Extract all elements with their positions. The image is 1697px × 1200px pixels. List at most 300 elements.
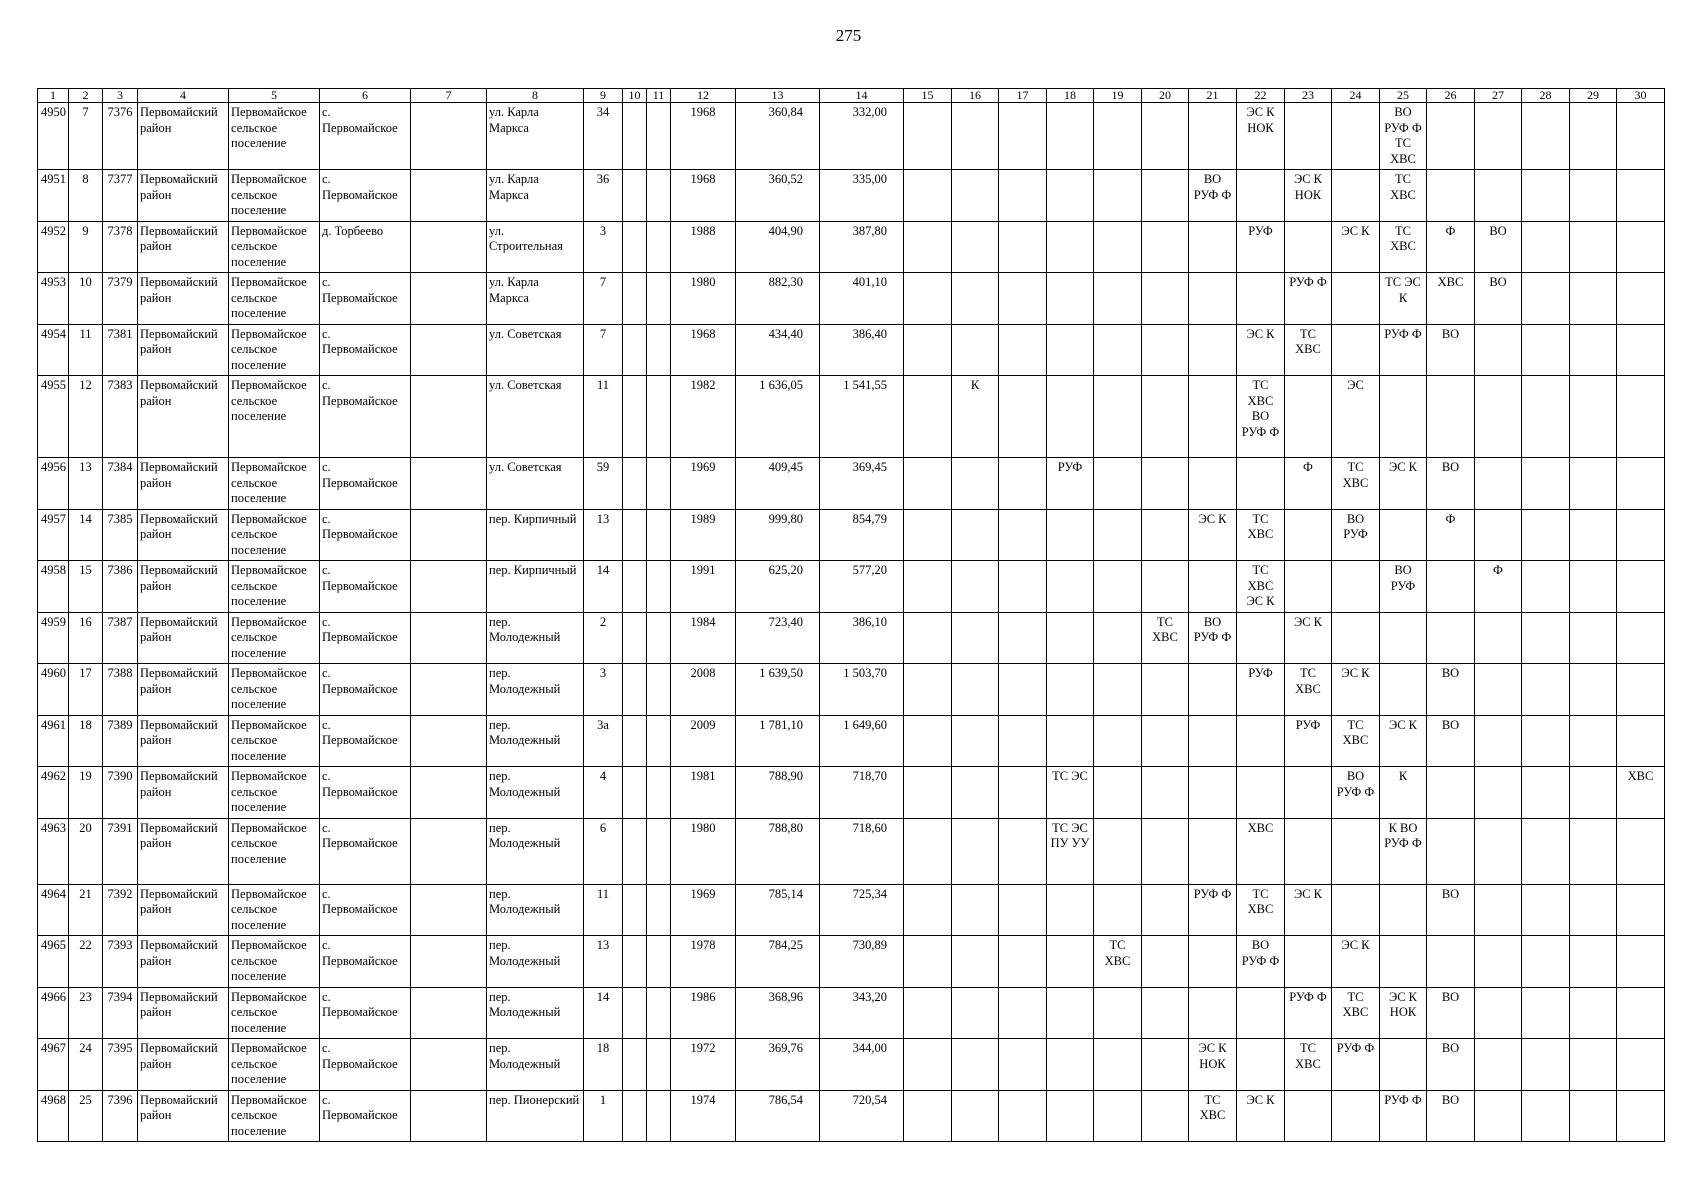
table-row <box>38 936 1665 988</box>
table-cell-col-17 <box>999 1090 1047 1142</box>
table-cell-col-11 <box>647 221 671 273</box>
table-cell-col-7 <box>411 1090 487 1142</box>
table-cell-col-21: ТС ХВС <box>1189 1090 1237 1142</box>
table-cell-col-27 <box>1475 509 1522 561</box>
table-cell-col-20 <box>1142 458 1189 510</box>
table-cell-col-7 <box>411 458 487 510</box>
table-cell-col-19 <box>1094 509 1142 561</box>
table-cell-col-30 <box>1617 458 1665 510</box>
table-cell-col-19 <box>1094 1090 1142 1142</box>
table-cell-col-13: 409,45 <box>736 458 820 510</box>
table-cell-col-10 <box>623 221 647 273</box>
table-cell-col-23 <box>1285 509 1332 561</box>
table-cell-col-6: с. Первомайское <box>320 884 411 936</box>
table-cell-col-19 <box>1094 458 1142 510</box>
table-cell-col-28 <box>1522 376 1570 458</box>
table-cell-col-6: с. Первомайское <box>320 715 411 767</box>
table-cell-col-10 <box>623 884 647 936</box>
table-cell-col-24 <box>1332 818 1380 884</box>
table-cell-col-4: Первомайский район <box>138 1090 229 1142</box>
column-header-28: 28 <box>1522 89 1570 103</box>
table-cell-col-3: 7385 <box>103 509 138 561</box>
table-cell-col-6: с. Первомайское <box>320 818 411 884</box>
table-row <box>38 612 1665 664</box>
table-cell-col-13: 723,40 <box>736 612 820 664</box>
table-cell-col-30 <box>1617 884 1665 936</box>
table-cell-col-16 <box>952 273 999 325</box>
table-cell-col-8: пер. Пионерский <box>487 1090 584 1142</box>
table-cell-col-3: 7389 <box>103 715 138 767</box>
table-cell-col-2: 14 <box>69 509 103 561</box>
table-cell-col-4: Первомайский район <box>138 458 229 510</box>
table-cell-col-25: К ВО РУФ Ф <box>1380 818 1427 884</box>
table-cell-col-19 <box>1094 221 1142 273</box>
table-cell-col-29 <box>1570 458 1617 510</box>
column-header-17: 17 <box>999 89 1047 103</box>
column-header-22: 22 <box>1237 89 1285 103</box>
table-cell-col-16 <box>952 1039 999 1091</box>
table-cell-col-17 <box>999 458 1047 510</box>
table-cell-col-30 <box>1617 715 1665 767</box>
table-cell-col-1: 4960 <box>38 664 69 716</box>
table-cell-col-2: 18 <box>69 715 103 767</box>
table-cell-col-19 <box>1094 884 1142 936</box>
table-cell-col-9: 3 <box>584 221 623 273</box>
table-cell-col-7 <box>411 664 487 716</box>
table-cell-col-9: 18 <box>584 1039 623 1091</box>
column-number-header-row <box>38 89 1665 103</box>
table-cell-col-10 <box>623 458 647 510</box>
table-cell-col-22 <box>1237 458 1285 510</box>
table-cell-col-19 <box>1094 767 1142 819</box>
table-cell-col-11 <box>647 884 671 936</box>
table-cell-col-20 <box>1142 987 1189 1039</box>
table-cell-col-2: 19 <box>69 767 103 819</box>
table-cell-col-2: 15 <box>69 561 103 613</box>
table-cell-col-29 <box>1570 936 1617 988</box>
table-cell-col-7 <box>411 936 487 988</box>
table-cell-col-30 <box>1617 273 1665 325</box>
column-header-20: 20 <box>1142 89 1189 103</box>
column-header-4: 4 <box>138 89 229 103</box>
table-cell-col-4: Первомайский район <box>138 884 229 936</box>
table-cell-col-14: 387,80 <box>820 221 904 273</box>
table-cell-col-21: ВО РУФ Ф <box>1189 612 1237 664</box>
table-cell-col-15 <box>904 987 952 1039</box>
table-cell-col-29 <box>1570 715 1617 767</box>
table-cell-col-21 <box>1189 664 1237 716</box>
table-cell-col-22: ТС ХВС <box>1237 884 1285 936</box>
table-cell-col-18 <box>1047 1090 1094 1142</box>
table-cell-col-3: 7391 <box>103 818 138 884</box>
table-cell-col-20 <box>1142 884 1189 936</box>
column-header-26: 26 <box>1427 89 1475 103</box>
table-cell-col-25: ТС ЭС К <box>1380 273 1427 325</box>
table-cell-col-17 <box>999 324 1047 376</box>
table-cell-col-27 <box>1475 884 1522 936</box>
table-cell-col-5: Первомайское сельское поселение <box>229 376 320 458</box>
table-cell-col-22 <box>1237 170 1285 222</box>
table-cell-col-5: Первомайское сельское поселение <box>229 664 320 716</box>
table-cell-col-26: ВО <box>1427 324 1475 376</box>
table-cell-col-12: 1972 <box>671 1039 736 1091</box>
table-cell-col-25 <box>1380 884 1427 936</box>
table-cell-col-4: Первомайский район <box>138 936 229 988</box>
table-cell-col-11 <box>647 509 671 561</box>
table-row <box>38 324 1665 376</box>
table-cell-col-18 <box>1047 170 1094 222</box>
column-header-27: 27 <box>1475 89 1522 103</box>
table-cell-col-26: ВО <box>1427 715 1475 767</box>
table-cell-col-7 <box>411 509 487 561</box>
table-cell-col-11 <box>647 458 671 510</box>
table-cell-col-4: Первомайский район <box>138 509 229 561</box>
table-cell-col-12: 1978 <box>671 936 736 988</box>
table-cell-col-16 <box>952 221 999 273</box>
table-cell-col-17 <box>999 103 1047 170</box>
table-cell-col-5: Первомайское сельское поселение <box>229 987 320 1039</box>
table-cell-col-23: ЭС К <box>1285 612 1332 664</box>
table-cell-col-15 <box>904 818 952 884</box>
table-cell-col-21 <box>1189 715 1237 767</box>
table-cell-col-5: Первомайское сельское поселение <box>229 1039 320 1091</box>
table-cell-col-26: ВО <box>1427 664 1475 716</box>
table-cell-col-28 <box>1522 509 1570 561</box>
table-cell-col-21 <box>1189 767 1237 819</box>
table-cell-col-17 <box>999 715 1047 767</box>
table-cell-col-19 <box>1094 103 1142 170</box>
table-cell-col-4: Первомайский район <box>138 170 229 222</box>
table-cell-col-18 <box>1047 1039 1094 1091</box>
table-cell-col-10 <box>623 1090 647 1142</box>
table-cell-col-23: РУФ <box>1285 715 1332 767</box>
table-cell-col-16 <box>952 170 999 222</box>
table-cell-col-20 <box>1142 561 1189 613</box>
table-cell-col-27 <box>1475 1090 1522 1142</box>
table-cell-col-10 <box>623 273 647 325</box>
table-cell-col-30: ХВС <box>1617 767 1665 819</box>
table-cell-col-4: Первомайский район <box>138 1039 229 1091</box>
table-cell-col-18 <box>1047 376 1094 458</box>
table-cell-col-26: Ф <box>1427 509 1475 561</box>
table-cell-col-1: 4968 <box>38 1090 69 1142</box>
table-cell-col-11 <box>647 324 671 376</box>
table-cell-col-13: 1 639,50 <box>736 664 820 716</box>
table-cell-col-17 <box>999 818 1047 884</box>
table-cell-col-7 <box>411 221 487 273</box>
table-cell-col-12: 1968 <box>671 103 736 170</box>
table-cell-col-27 <box>1475 376 1522 458</box>
table-cell-col-8: пер. Молодежный <box>487 612 584 664</box>
table-cell-col-8: ул. Карла Маркса <box>487 103 584 170</box>
table-cell-col-17 <box>999 1039 1047 1091</box>
table-cell-col-20 <box>1142 273 1189 325</box>
table-cell-col-21: ЭС К НОК <box>1189 1039 1237 1091</box>
table-cell-col-22 <box>1237 715 1285 767</box>
table-cell-col-22: ТС ХВС ВО РУФ Ф <box>1237 376 1285 458</box>
table-cell-col-14: 332,00 <box>820 103 904 170</box>
table-cell-col-8: ул. Советская <box>487 458 584 510</box>
table-cell-col-16 <box>952 561 999 613</box>
table-cell-col-12: 1988 <box>671 221 736 273</box>
table-row <box>38 561 1665 613</box>
table-cell-col-22: ЭС К <box>1237 324 1285 376</box>
table-cell-col-16 <box>952 818 999 884</box>
table-cell-col-11 <box>647 987 671 1039</box>
table-cell-col-5: Первомайское сельское поселение <box>229 221 320 273</box>
table-cell-col-4: Первомайский район <box>138 273 229 325</box>
table-cell-col-15 <box>904 103 952 170</box>
table-cell-col-6: с. Первомайское <box>320 987 411 1039</box>
table-cell-col-30 <box>1617 103 1665 170</box>
table-cell-col-18: ТС ЭС <box>1047 767 1094 819</box>
table-cell-col-20 <box>1142 376 1189 458</box>
table-cell-col-14: 730,89 <box>820 936 904 988</box>
table-cell-col-9: 2 <box>584 612 623 664</box>
table-cell-col-30 <box>1617 1039 1665 1091</box>
table-cell-col-2: 13 <box>69 458 103 510</box>
table-cell-col-13: 784,25 <box>736 936 820 988</box>
table-cell-col-18 <box>1047 612 1094 664</box>
table-cell-col-15 <box>904 561 952 613</box>
table-cell-col-18 <box>1047 884 1094 936</box>
table-cell-col-15 <box>904 612 952 664</box>
table-cell-col-24 <box>1332 561 1380 613</box>
table-cell-col-4: Первомайский район <box>138 561 229 613</box>
table-cell-col-30 <box>1617 664 1665 716</box>
table-cell-col-25 <box>1380 509 1427 561</box>
table-cell-col-30 <box>1617 818 1665 884</box>
table-cell-col-24 <box>1332 273 1380 325</box>
table-cell-col-28 <box>1522 103 1570 170</box>
table-cell-col-24: ТС ХВС <box>1332 987 1380 1039</box>
table-cell-col-23: РУФ Ф <box>1285 987 1332 1039</box>
table-cell-col-10 <box>623 170 647 222</box>
table-cell-col-16 <box>952 767 999 819</box>
table-body <box>38 103 1665 1142</box>
table-cell-col-27: ВО <box>1475 221 1522 273</box>
table-cell-col-18 <box>1047 936 1094 988</box>
table-cell-col-14: 718,60 <box>820 818 904 884</box>
table-cell-col-13: 785,14 <box>736 884 820 936</box>
table-cell-col-1: 4967 <box>38 1039 69 1091</box>
table-row <box>38 170 1665 222</box>
page-number: 275 <box>835 26 862 45</box>
column-header-15: 15 <box>904 89 952 103</box>
table-cell-col-6: с. Первомайское <box>320 664 411 716</box>
table-cell-col-4: Первомайский район <box>138 818 229 884</box>
table-cell-col-6: с. Первомайское <box>320 170 411 222</box>
table-cell-col-16 <box>952 324 999 376</box>
table-cell-col-7 <box>411 612 487 664</box>
table-cell-col-5: Первомайское сельское поселение <box>229 715 320 767</box>
table-cell-col-25: ТС ХВС <box>1380 170 1427 222</box>
table-cell-col-12: 1981 <box>671 767 736 819</box>
table-cell-col-20 <box>1142 221 1189 273</box>
table-cell-col-14: 401,10 <box>820 273 904 325</box>
table-cell-col-26 <box>1427 612 1475 664</box>
table-cell-col-3: 7376 <box>103 103 138 170</box>
table-cell-col-2: 9 <box>69 221 103 273</box>
table-cell-col-18 <box>1047 221 1094 273</box>
table-cell-col-1: 4950 <box>38 103 69 170</box>
table-cell-col-19 <box>1094 612 1142 664</box>
table-cell-col-10 <box>623 103 647 170</box>
table-row <box>38 987 1665 1039</box>
table-cell-col-11 <box>647 376 671 458</box>
table-cell-col-22 <box>1237 1039 1285 1091</box>
column-header-9: 9 <box>584 89 623 103</box>
table-cell-col-24 <box>1332 170 1380 222</box>
table-cell-col-14: 369,45 <box>820 458 904 510</box>
table-cell-col-11 <box>647 715 671 767</box>
table-cell-col-26 <box>1427 170 1475 222</box>
table-cell-col-13: 1 636,05 <box>736 376 820 458</box>
table-cell-col-30 <box>1617 221 1665 273</box>
table-cell-col-15 <box>904 324 952 376</box>
table-row <box>38 273 1665 325</box>
column-header-12: 12 <box>671 89 736 103</box>
table-cell-col-1: 4964 <box>38 884 69 936</box>
table-cell-col-26: ВО <box>1427 884 1475 936</box>
table-row <box>38 715 1665 767</box>
table-cell-col-29 <box>1570 1039 1617 1091</box>
table-cell-col-27 <box>1475 324 1522 376</box>
table-cell-col-3: 7377 <box>103 170 138 222</box>
table-cell-col-15 <box>904 376 952 458</box>
table-cell-col-18 <box>1047 715 1094 767</box>
table-cell-col-15 <box>904 884 952 936</box>
column-header-6: 6 <box>320 89 411 103</box>
table-cell-col-29 <box>1570 612 1617 664</box>
table-cell-col-2: 21 <box>69 884 103 936</box>
table-cell-col-23 <box>1285 561 1332 613</box>
table-cell-col-1: 4963 <box>38 818 69 884</box>
table-cell-col-24: ЭС К <box>1332 221 1380 273</box>
table-cell-col-28 <box>1522 884 1570 936</box>
table-cell-col-24: ВО РУФ <box>1332 509 1380 561</box>
table-cell-col-25: РУФ Ф <box>1380 324 1427 376</box>
table-cell-col-15 <box>904 664 952 716</box>
table-cell-col-25: К <box>1380 767 1427 819</box>
table-cell-col-8: пер. Молодежный <box>487 884 584 936</box>
table-cell-col-21 <box>1189 987 1237 1039</box>
table-cell-col-12: 1968 <box>671 170 736 222</box>
column-header-7: 7 <box>411 89 487 103</box>
table-cell-col-2: 7 <box>69 103 103 170</box>
table-cell-col-16 <box>952 103 999 170</box>
column-header-11: 11 <box>647 89 671 103</box>
column-header-5: 5 <box>229 89 320 103</box>
table-cell-col-29 <box>1570 509 1617 561</box>
table-cell-col-29 <box>1570 103 1617 170</box>
table-cell-col-7 <box>411 987 487 1039</box>
table-cell-col-27 <box>1475 1039 1522 1091</box>
table-cell-col-30 <box>1617 561 1665 613</box>
table-cell-col-17 <box>999 936 1047 988</box>
table-cell-col-18: РУФ <box>1047 458 1094 510</box>
table-cell-col-30 <box>1617 1090 1665 1142</box>
table-cell-col-16 <box>952 664 999 716</box>
table-cell-col-18 <box>1047 561 1094 613</box>
table-cell-col-17 <box>999 376 1047 458</box>
table-cell-col-28 <box>1522 1039 1570 1091</box>
table-cell-col-9: 11 <box>584 376 623 458</box>
table-cell-col-20 <box>1142 1039 1189 1091</box>
table-cell-col-3: 7383 <box>103 376 138 458</box>
table-cell-col-10 <box>623 767 647 819</box>
table-cell-col-15 <box>904 936 952 988</box>
table-cell-col-19 <box>1094 273 1142 325</box>
table-cell-col-21 <box>1189 936 1237 988</box>
table-cell-col-3: 7387 <box>103 612 138 664</box>
table-cell-col-25 <box>1380 936 1427 988</box>
table-cell-col-12: 1974 <box>671 1090 736 1142</box>
table-cell-col-6: с. Первомайское <box>320 509 411 561</box>
table-cell-col-14: 386,10 <box>820 612 904 664</box>
table-cell-col-20 <box>1142 103 1189 170</box>
table-cell-col-27 <box>1475 987 1522 1039</box>
column-header-30: 30 <box>1617 89 1665 103</box>
table-cell-col-9: 7 <box>584 273 623 325</box>
table-cell-col-14: 1 649,60 <box>820 715 904 767</box>
table-cell-col-24: ЭС К <box>1332 664 1380 716</box>
table-row <box>38 509 1665 561</box>
table-cell-col-5: Первомайское сельское поселение <box>229 273 320 325</box>
table-cell-col-7 <box>411 324 487 376</box>
table-cell-col-8: пер. Кирпичный <box>487 509 584 561</box>
table-cell-col-8: пер. Молодежный <box>487 818 584 884</box>
table-cell-col-10 <box>623 818 647 884</box>
table-cell-col-25: ЭС К <box>1380 715 1427 767</box>
table-cell-col-13: 786,54 <box>736 1090 820 1142</box>
table-cell-col-4: Первомайский район <box>138 612 229 664</box>
table-cell-col-15 <box>904 715 952 767</box>
table-cell-col-5: Первомайское сельское поселение <box>229 1090 320 1142</box>
table-cell-col-9: 14 <box>584 561 623 613</box>
table-cell-col-13: 999,80 <box>736 509 820 561</box>
table-cell-col-24 <box>1332 612 1380 664</box>
table-cell-col-10 <box>623 715 647 767</box>
table-cell-col-21 <box>1189 561 1237 613</box>
table-cell-col-25: ВО РУФ Ф ТС ХВС <box>1380 103 1427 170</box>
table-cell-col-2: 20 <box>69 818 103 884</box>
table-cell-col-1: 4966 <box>38 987 69 1039</box>
table-cell-col-2: 11 <box>69 324 103 376</box>
table-cell-col-5: Первомайское сельское поселение <box>229 936 320 988</box>
table-cell-col-19 <box>1094 561 1142 613</box>
table-cell-col-2: 12 <box>69 376 103 458</box>
table-cell-col-28 <box>1522 715 1570 767</box>
table-cell-col-24 <box>1332 103 1380 170</box>
table-cell-col-2: 8 <box>69 170 103 222</box>
table-cell-col-12: 1980 <box>671 818 736 884</box>
table-cell-col-24: ЭС К <box>1332 936 1380 988</box>
table-cell-col-28 <box>1522 273 1570 325</box>
table-cell-col-27 <box>1475 715 1522 767</box>
table-cell-col-24 <box>1332 1090 1380 1142</box>
table-cell-col-14: 854,79 <box>820 509 904 561</box>
table-cell-col-4: Первомайский район <box>138 664 229 716</box>
table-cell-col-16 <box>952 1090 999 1142</box>
table-cell-col-11 <box>647 664 671 716</box>
table-cell-col-20 <box>1142 936 1189 988</box>
table-cell-col-22 <box>1237 612 1285 664</box>
column-header-21: 21 <box>1189 89 1237 103</box>
table-row <box>38 458 1665 510</box>
table-cell-col-17 <box>999 987 1047 1039</box>
table-cell-col-21 <box>1189 818 1237 884</box>
